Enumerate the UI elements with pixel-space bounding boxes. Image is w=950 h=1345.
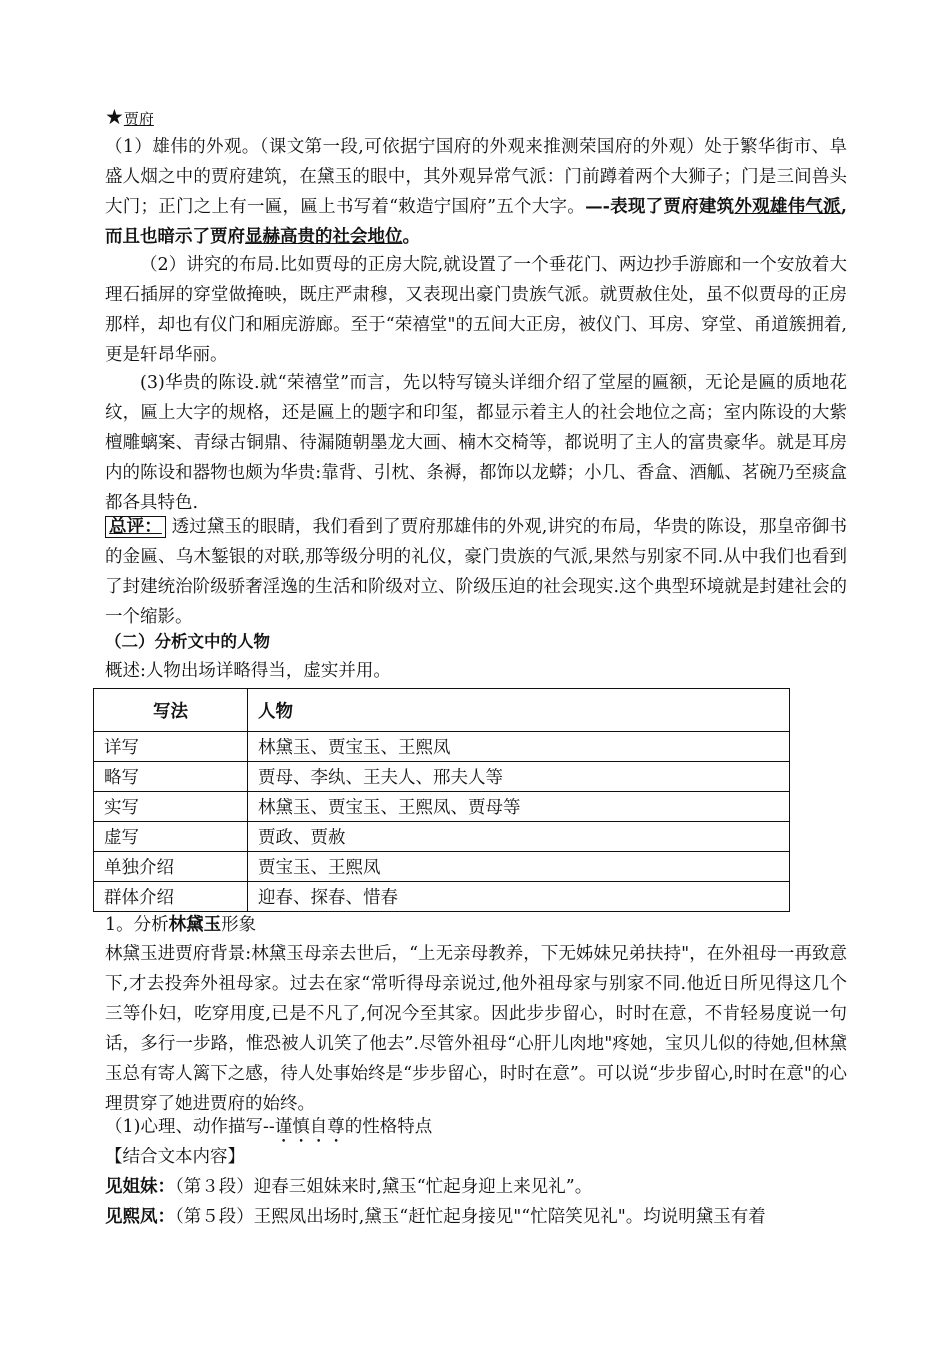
analysis-subheading: （1)心理、动作描写--谨慎自尊的性格特点 <box>105 1117 433 1137</box>
section-heading-label: 贾府 <box>123 110 154 128</box>
table-row: 详写 林黛玉、贾宝玉、王熙凤 <box>94 732 790 762</box>
section-title: （二）分析文中的人物 <box>105 632 270 651</box>
table-row: 单独介绍 贾宝玉、王熙凤 <box>94 852 790 882</box>
meet-sisters: 见姐妹：（第３段）迎春三姐妹来时,黛玉“忙起身迎上来见礼”。 <box>105 1177 593 1197</box>
section-overview: 概述:人物出场详略得当，虚实并用。 <box>105 661 391 681</box>
summary-label: 总评： <box>105 516 166 538</box>
table-header-row <box>94 689 790 732</box>
paragraph-summary: 总评： 透过黛玉的眼睛，我们看到了贾府那雄伟的外观,讲究的布局，华贵的陈设，那皇帝御书的金匾、乌木錾银的对联,那等级分明的礼仪，豪门贵族的气派,果然与别家不同.从中我们也看到了封建统治阶级骄奢淫逸的生活和阶级对立、阶级压迫的社会现实.这个典型环境就是封建社会的一个缩影。 <box>105 517 848 627</box>
analysis-background: 林黛玉进贾府背景:林黛玉母亲去世后，“上无亲母教养，下无姊妹兄弟扶持"，在外祖母一再致意下,才去投奔外祖母家。过去在家“常听得母亲说过,他外祖母家与别家不同.他近日所见得这几个三等仆妇，吃穿用度,已是不凡了,何况今至其家。因此步步留心，时时在意，不肯轻易度说一句话，多行一步路，惟恐被人讥笑了他去”.尽管外祖母“心肝儿肉地"疼她，宝贝儿似的待她,但林黛玉总有寄人篱下之感，待人处事始终是“步步留心，时时在意”。可以说“步步留心,时时在意"的心理贯穿了她进贾府的始终。 <box>105 944 847 1114</box>
table-row: 群体介绍 迎春、探春、惜春 <box>94 882 790 912</box>
paragraph-furnishings: (3)华贵的陈设.就“荣禧堂”而言，先以特写镜头详细介绍了堂屋的匾额，无论是匾的质地花纹，匾上大字的规格，还是匾上的题字和印玺，都显示着主人的社会地位之高；室内陈设的大紫檀雕螭案、青绿古铜鼎、待漏随朝墨龙大画、楠木交椅等，都说明了主人的富贵豪华。就是耳房内的陈设和器物也颇为华贵:靠背、引枕、条褥，都饰以龙蟒；小几、香盒、酒觚、茗碗乃至痰盒都各具特色. <box>105 373 847 513</box>
section-heading <box>105 104 154 132</box>
star-icon: ★ <box>105 105 124 129</box>
table-row: 虚写 贾政、贾赦 <box>94 822 790 852</box>
characters-table <box>93 688 790 912</box>
table-row: 实写 林黛玉、贾宝玉、王熙凤、贾母等 <box>94 792 790 822</box>
table-row: 略写 贾母、李纨、王夫人、邢夫人等 <box>94 762 790 792</box>
table-header-characters: 人物 <box>248 689 790 732</box>
paragraph-layout: （2）讲究的布局.比如贾母的正房大院,就设置了一个垂花门、两边抄手游廊和一个安放着大理石插屏的穿堂做掩映，既庄严肃穆，又表现出豪门贵族气派。就贾赦住处，虽不似贾母的正房那样，却也有仪门和厢庑游廊。至于“荣禧堂"的五间大正房，被仪门、耳房、穿堂、甬道簇拥着,更是轩昂华丽。 <box>105 255 847 365</box>
meet-xifeng: 见熙凤：（第５段）王熙凤出场时,黛玉“赶忙起身接见"“忙陪笑见礼"。均说明黛玉有着 <box>105 1207 766 1227</box>
analysis-heading: 1。分析林黛玉形象 <box>105 915 257 935</box>
table-header-method: 写法 <box>94 689 248 732</box>
paragraph-appearance: （1）雄伟的外观。（课文第一段,可依据宁国府的外观来推测荣国府的外观）处于繁华街市、阜盛人烟之中的贾府建筑，在黛玉的眼中，其外观异常气派：门前蹲着两个大狮子；门是三间兽头大门；正门之上有一匾，匾上书写着“敕造宁国府”五个大字。—-表现了贾府建筑外观雄伟气派,而且也暗示了贾府显赫高贵的社会地位。 <box>105 137 848 247</box>
combine-heading: 【结合文本内容】 <box>105 1147 245 1167</box>
